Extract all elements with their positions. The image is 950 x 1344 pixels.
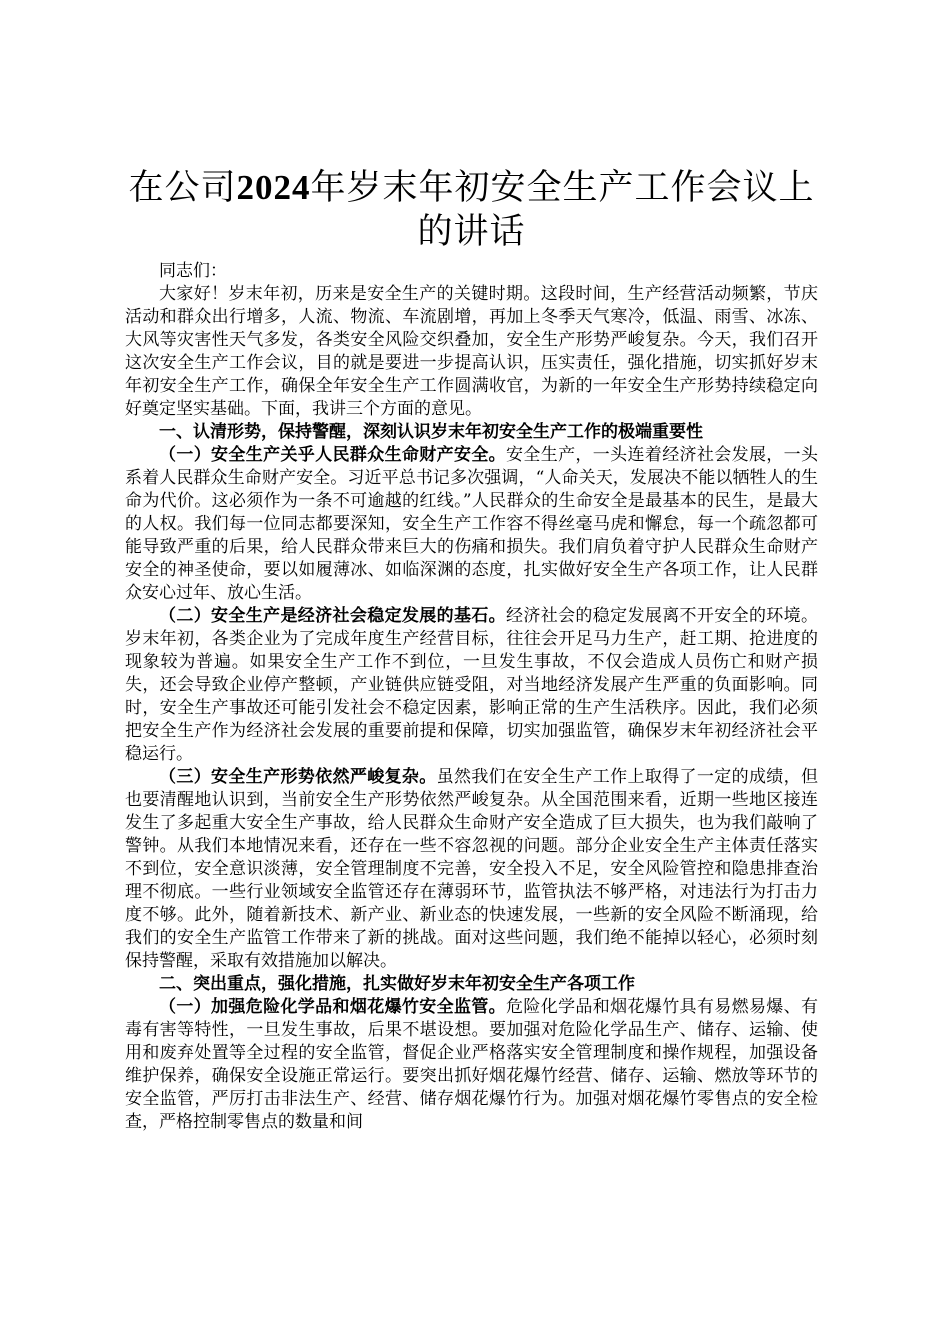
item-lead: （三）安全生产形势依然严峻复杂。 <box>159 767 437 787</box>
title-part-1: 在公司 <box>128 168 237 208</box>
item-lead: （一）加强危险化学品和烟花爆竹安全监管。 <box>159 997 507 1017</box>
section-1-item-1 <box>125 444 818 605</box>
title-year: 2024 <box>236 168 311 207</box>
section-1-item-3 <box>125 766 818 973</box>
intro-paragraph: 大家好！岁末年初，历来是安全生产的关键时期。这段时间，生产经营活动频繁，节庆活动和群众出行增多，人流、物流、车流剧增，再加上冬季天气寒冷，低温、雨雪、冰冻、大风等灾害性天气多发，各类安全风险交织叠加，安全生产形势严峻复杂。今天，我们召开这次安全生产工作会议，目的就是要进一步提高认识，压实责任，强化措施，切实抓好岁末年初安全生产工作，确保全年安全生产工作圆满收官，为新的一年安全生产形势持续稳定向好奠定坚实基础。下面，我讲三个方面的意见。 <box>125 284 818 419</box>
item-text: 危险化学品和烟花爆竹具有易燃易爆、有毒有害等特性，一旦发生事故，后果不堪设想。要加强对危险化学品生产、储存、运输、使用和废弃处置等全过程的安全监管，督促企业严格落实安全管理制度和操作规程，加强设备维护保养，确保安全设施正常运行。要突出抓好烟花爆竹经营、储存、运输、燃放等环节的安全监管，严厉打击非法生产、经营、储存烟花爆竹行为。加强对烟花爆竹零售点的安全检查，严格控制零售点的数量和间 <box>125 997 819 1132</box>
section-1-item-2 <box>125 605 818 766</box>
document-title <box>125 166 818 254</box>
item-lead: （一）安全生产关乎人民群众生命财产安全。 <box>159 445 507 465</box>
item-text: 安全生产，一头连着经济社会发展，一头系着人民群众生命财产安全。习近平总书记多次强调，“人命关天，发展决不能以牺牲人的生命为代价。这必须作为一条不可逾越的红线。”人民群众的生命安全是最基本的民生，是最大的人权。我们每一位同志都要深知，安全生产工作容不得丝毫马虎和懈怠，每一个疏忽都可能导致严重的后果，给人民群众带来巨大的伤痛和损失。我们肩负着守护人民群众生命财产安全的神圣使命，要以如履薄冰、如临深渊的态度，扎实做好安全生产各项工作，让人民群众安心过年、放心生活。 <box>125 445 819 603</box>
item-lead: （二）安全生产是经济社会稳定发展的基石。 <box>159 606 507 626</box>
section-1-heading: 一、认清形势，保持警醒，深刻认识岁末年初安全生产工作的极端重要性 <box>159 422 703 442</box>
section-2-item-1 <box>125 996 818 1134</box>
salutation: 同志们： <box>159 261 227 281</box>
item-text: 经济社会的稳定发展离不开安全的环境。岁末年初，各类企业为了完成年度生产经营目标，往往会开足马力生产，赶工期、抢进度的现象较为普遍。如果安全生产工作不到位，一旦发生事故，不仅会造成人员伤亡和财产损失，还会导致企业停产整顿，产业链供应链受阻，对当地经济发展产生严重的负面影响。同时，安全生产事故还可能引发社会不稳定因素，影响正常的生产生活秩序。因此，我们必须把安全生产作为经济社会发展的重要前提和保障，切实加强监管，确保岁末年初经济社会平稳运行。 <box>125 606 819 764</box>
title-part-2: 年岁末年初安全生产工作会议上的讲话 <box>310 168 815 252</box>
document-page <box>125 166 818 1134</box>
item-text: 虽然我们在安全生产工作上取得了一定的成绩，但也要清醒地认识到，当前安全生产形势依然严峻复杂。从全国范围来看，近期一些地区接连发生了多起重大安全生产事故，给人民群众生命财产安全造成了巨大损失，也为我们敲响了警钟。从我们本地情况来看，还存在一些不容忽视的问题。部分企业安全生产主体责任落实不到位，安全意识淡薄，安全管理制度不完善，安全投入不足，安全风险管控和隐患排查治理不彻底。一些行业领域安全监管还存在薄弱环节，监管执法不够严格，对违法行为打击力度不够。此外，随着新技术、新产业、新业态的快速发展，一些新的安全风险不断涌现，给我们的安全生产监管工作带来了新的挑战。面对这些问题，我们绝不能掉以轻心，必须时刻保持警醒，采取有效措施加以解决。 <box>125 767 819 971</box>
section-2-heading: 二、突出重点，强化措施，扎实做好岁末年初安全生产各项工作 <box>159 974 635 994</box>
